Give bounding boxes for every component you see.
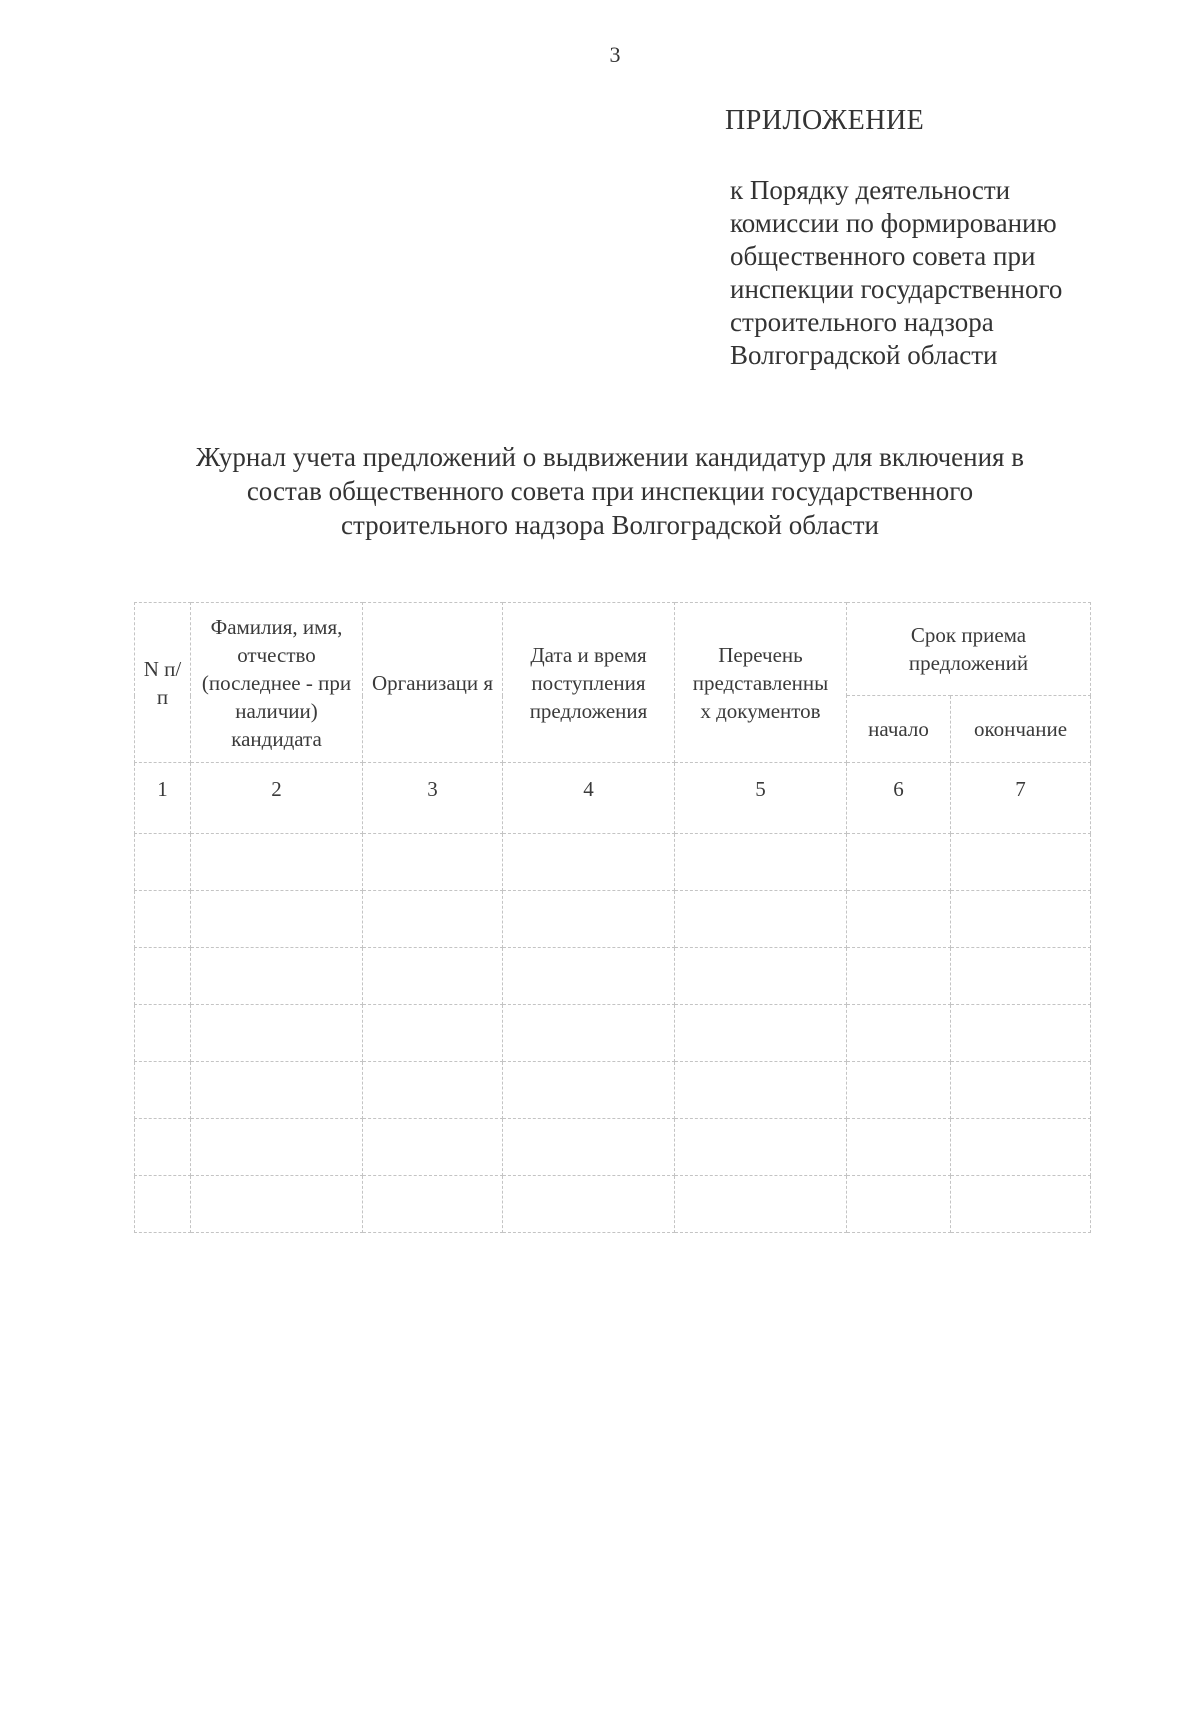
table-cell (191, 1005, 363, 1062)
table-cell (503, 834, 675, 891)
column-header-deadline: Срок приема предложений (847, 603, 1091, 696)
table-cell (847, 948, 951, 1005)
table-cell (847, 1062, 951, 1119)
column-header-datetime: Дата и время поступления предложения (503, 603, 675, 763)
column-number: 7 (951, 763, 1091, 834)
empty-rows (135, 834, 1091, 1233)
table-cell (951, 834, 1091, 891)
table-cell (135, 891, 191, 948)
table-cell (951, 1119, 1091, 1176)
table-cell (191, 948, 363, 1005)
journal-title-line: Журнал учета предложений о выдвижении кандидатур для включения в (196, 442, 1024, 472)
table-row (135, 891, 1091, 948)
table-cell (363, 1005, 503, 1062)
table-cell (135, 1176, 191, 1233)
table-cell (675, 891, 847, 948)
table-cell (363, 891, 503, 948)
column-number: 6 (847, 763, 951, 834)
table-row (135, 1119, 1091, 1176)
appendix-subtitle-line: к Порядку деятельности (730, 175, 1011, 205)
table-cell (675, 1062, 847, 1119)
appendix-subtitle-line: строительного надзора (730, 307, 994, 337)
appendix-subtitle-line: комиссии по формированию (730, 208, 1057, 238)
column-number: 5 (675, 763, 847, 834)
table-cell (847, 1005, 951, 1062)
appendix-subtitle-line: Волгоградской области (730, 340, 998, 370)
table-cell (675, 1119, 847, 1176)
column-header-num: N п/п (135, 603, 191, 763)
table-cell (363, 1176, 503, 1233)
journal-title-line: строительного надзора Волгоградской области (341, 510, 879, 540)
column-header-name: Фамилия, имя, отчество (последнее - при наличии) кандидата (191, 603, 363, 763)
table-cell (675, 1005, 847, 1062)
appendix-title: ПРИЛОЖЕНИЕ (725, 105, 925, 136)
table-cell (675, 834, 847, 891)
table-cell (135, 1119, 191, 1176)
journal-table (134, 602, 1091, 1233)
table-cell (847, 1119, 951, 1176)
appendix-subtitle-line: инспекции государственного (730, 274, 1063, 304)
table-row (135, 834, 1091, 891)
table-row (135, 1176, 1091, 1233)
table-cell (951, 1176, 1091, 1233)
column-number-row (135, 763, 1091, 834)
table-row (135, 948, 1091, 1005)
table-cell (191, 891, 363, 948)
page-number: 3 (609, 42, 621, 67)
table-cell (135, 1005, 191, 1062)
table-cell (847, 1176, 951, 1233)
table-cell (847, 834, 951, 891)
column-header-deadline-end: окончание (951, 696, 1091, 763)
table-row (135, 1062, 1091, 1119)
column-header-deadline-start: начало (847, 696, 951, 763)
column-header-organization: Организаци я (363, 603, 503, 763)
journal-title-line: состав общественного совета при инспекции государственного (246, 476, 974, 506)
table-cell (503, 1176, 675, 1233)
table-cell (675, 948, 847, 1005)
table-cell (503, 948, 675, 1005)
table-cell (503, 891, 675, 948)
table-cell (191, 1062, 363, 1119)
table-cell (135, 948, 191, 1005)
appendix-subtitle-line: общественного совета при (730, 241, 1036, 271)
appendix-subtitle (730, 174, 1150, 372)
column-number: 3 (363, 763, 503, 834)
table-cell (951, 948, 1091, 1005)
column-header-documents: Перечень представленны х документов (675, 603, 847, 763)
table-cell (503, 1119, 675, 1176)
table-cell (951, 1005, 1091, 1062)
table-cell (191, 834, 363, 891)
table-cell (363, 1062, 503, 1119)
table-cell (847, 891, 951, 948)
table-cell (503, 1062, 675, 1119)
column-number: 4 (503, 763, 675, 834)
table-cell (191, 1119, 363, 1176)
table-cell (363, 1119, 503, 1176)
table-cell (951, 891, 1091, 948)
table-cell (503, 1005, 675, 1062)
table-row (135, 1005, 1091, 1062)
table-cell (675, 1176, 847, 1233)
table-cell (135, 1062, 191, 1119)
column-number: 1 (135, 763, 191, 834)
journal-title (110, 440, 1110, 542)
table-cell (951, 1062, 1091, 1119)
table-cell (135, 834, 191, 891)
table-cell (191, 1176, 363, 1233)
column-number: 2 (191, 763, 363, 834)
table-cell (363, 948, 503, 1005)
table-cell (363, 834, 503, 891)
